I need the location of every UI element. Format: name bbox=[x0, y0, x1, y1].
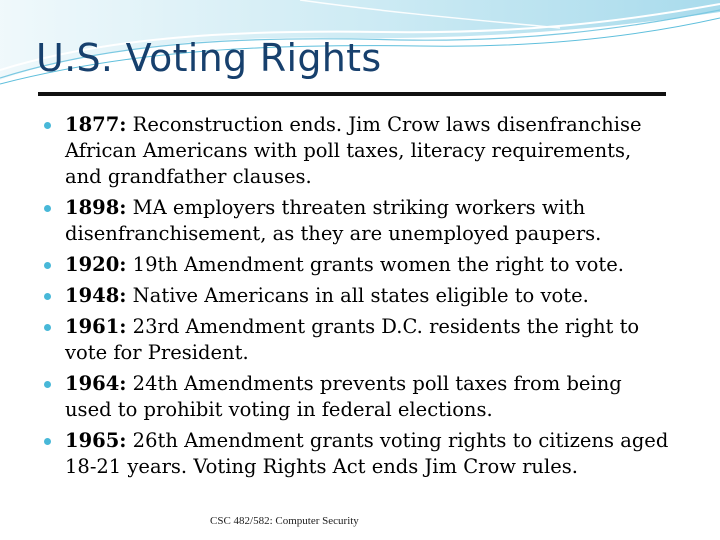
bullet-dot-icon bbox=[44, 381, 51, 388]
bullet-dot-icon bbox=[44, 324, 51, 331]
bullet-year: 1920: bbox=[65, 253, 127, 276]
bullet-dot-icon bbox=[44, 205, 51, 212]
bullet-item-1948 bbox=[44, 283, 674, 309]
slide-title: U.S. Voting Rights bbox=[36, 36, 382, 80]
slide-footer: CSC 482/582: Computer Security bbox=[210, 515, 359, 527]
bullet-dot-icon bbox=[44, 438, 51, 445]
bullet-text: 23rd Amendment grants D.C. residents the right to vote for President. bbox=[65, 315, 640, 364]
bullet-text: 19th Amendment grants women the right to vote. bbox=[126, 253, 624, 276]
bullet-text: 26th Amendment grants voting rights to citizens aged 18-21 years. Voting Rights Act ends Jim Crow rules. bbox=[65, 429, 669, 478]
bullet-item-1920 bbox=[44, 252, 674, 278]
bullet-dot-icon bbox=[44, 262, 51, 269]
bullet-item-1877 bbox=[44, 112, 674, 190]
bullet-text: MA employers threaten striking workers with disenfranchisement, as they are unemployed paupers. bbox=[65, 196, 602, 245]
bullet-year: 1965: bbox=[65, 429, 127, 452]
bullet-list bbox=[44, 112, 674, 485]
bullet-dot-icon bbox=[44, 122, 51, 129]
bullet-text: Native Americans in all states eligible to vote. bbox=[126, 284, 589, 307]
bullet-dot-icon bbox=[44, 293, 51, 300]
bullet-item-1964 bbox=[44, 371, 674, 423]
bullet-year: 1948: bbox=[65, 284, 127, 307]
bullet-item-1961 bbox=[44, 314, 674, 366]
bullet-year: 1964: bbox=[65, 372, 127, 395]
bullet-year: 1877: bbox=[65, 113, 127, 136]
bullet-item-1898 bbox=[44, 195, 674, 247]
bullet-text: 24th Amendments prevents poll taxes from being used to prohibit voting in federal elections. bbox=[65, 372, 622, 421]
bullet-item-1965 bbox=[44, 428, 674, 480]
bullet-text: Reconstruction ends. Jim Crow laws disenfranchise African Americans with poll taxes, literacy requirements, and grandfather clauses. bbox=[65, 113, 642, 188]
title-underline bbox=[38, 92, 666, 96]
bullet-year: 1961: bbox=[65, 315, 127, 338]
bullet-year: 1898: bbox=[65, 196, 127, 219]
